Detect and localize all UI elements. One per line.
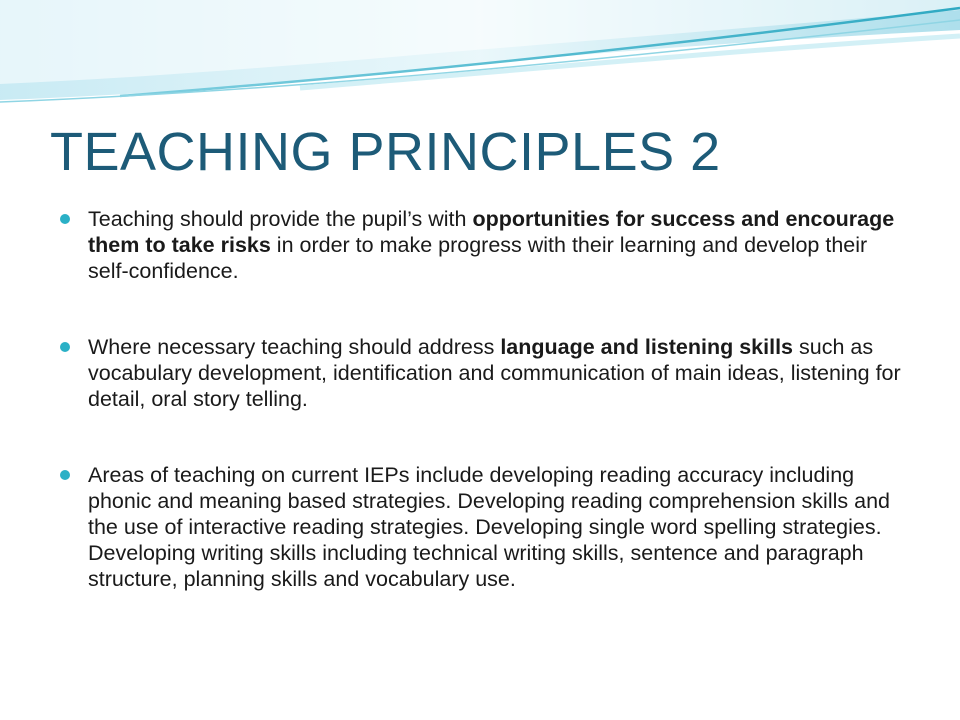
slide-title: TEACHING PRINCIPLES 2 <box>50 122 721 182</box>
bullet-emphasis: language and listening skills <box>500 335 794 359</box>
bullet-text: in order to make progress with their learning and develop their self-confidence. <box>88 233 868 283</box>
bullet-item <box>60 206 905 284</box>
bullet-item <box>60 462 905 592</box>
bullet-text: Teaching should provide the pupil’s with <box>88 207 473 231</box>
bullet-text: Where necessary teaching should address <box>88 335 501 359</box>
bullet-item <box>60 334 905 412</box>
bullet-text: Areas of teaching on current IEPs include developing reading accuracy including phonic and meaning based strategies. Developing reading comprehension skills and the use of interactive reading strategies. Developing single word spelling strategies. Developing writing skills including technical writing skills, sentence and paragraph structure, planning skills and vocabulary use. <box>88 463 890 591</box>
bullet-icon <box>60 470 70 480</box>
bullet-emphasis: opportunities for success and encourage them to take risks <box>88 207 895 257</box>
decorative-wave-header <box>0 0 960 120</box>
bullet-icon <box>60 342 70 352</box>
bullet-icon <box>60 214 70 224</box>
bullet-text: such as vocabulary development, identification and communication of main ideas, listening for detail, oral story telling. <box>88 335 901 411</box>
bullet-list <box>60 206 905 592</box>
